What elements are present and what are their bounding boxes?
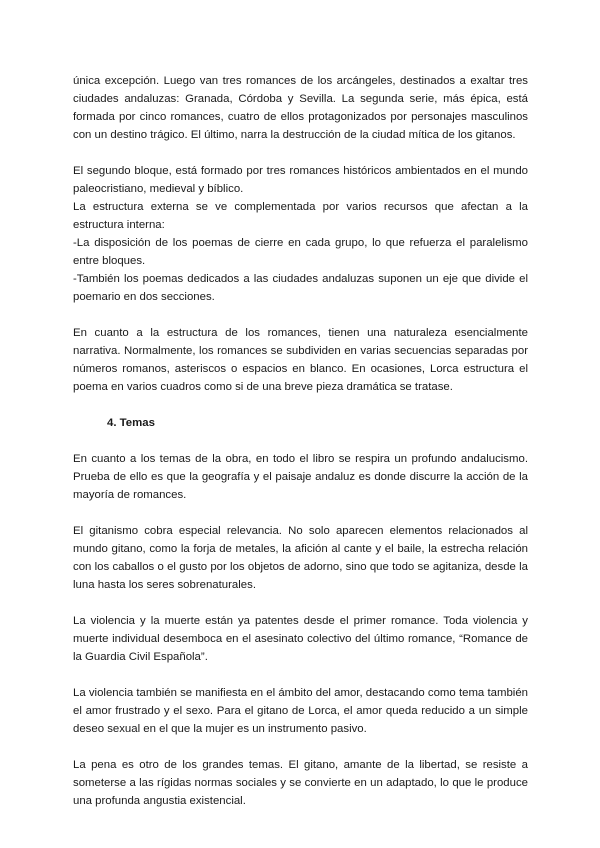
paragraph-city-poems: -También los poemas dedicados a las ciudades andaluzas suponen un eje que divide el poemario en dos secciones. xyxy=(73,273,528,303)
paragraph-pena: La pena es otro de los grandes temas. El gitano, amante de la libertad, se resiste a someterse a las rígidas normas sociales y se convierte en un adaptado, lo que le produce una profunda angustia existencial. xyxy=(73,759,528,807)
paragraph-gitanismo: El gitanismo cobra especial relevancia. No solo aparecen elementos relacionados al mundo gitano, como la forja de metales, la afición al cante y el baile, la estrecha relación con los caballos o el gusto por los objetos de adorno, sino que todo se agitaniza, desde la luna hasta los seres sobrenaturales. xyxy=(73,525,528,591)
paragraph-gap xyxy=(73,396,528,414)
paragraph-gap xyxy=(73,504,528,522)
paragraph-structure-series: única excepción. Luego van tres romances de los arcángeles, destinados a exaltar tres ciudades andaluzas: Granada, Córdoba y Sevilla. La segunda serie, más épica, está formada por cinco romances, cuatro de ellos protagonizados por personajes masculinos con un destino trágico. El último, narra la destrucción de la ciudad mítica de los gitanos. xyxy=(73,75,528,141)
section-heading-temas: 4. Temas xyxy=(107,417,155,429)
paragraph-violencia-amor: La violencia también se manifiesta en el ámbito del amor, destacando como tema también el amor frustrado y el sexo. Para el gitano de Lorca, el amor queda reducido a un simple deseo sexual en el que la mujer es un instrumento pasivo. xyxy=(73,687,528,735)
paragraph-romance-structure: En cuanto a la estructura de los romances, tienen una naturaleza esencialmente narrativa. Normalmente, los romances se subdividen en varias secuencias separadas por números romanos, asteriscos o espacios en blanco. En ocasiones, Lorca estructura el poema en varios cuadros como si de una breve pieza dramática se tratase. xyxy=(73,327,528,393)
page-body xyxy=(73,72,528,810)
paragraph-gap xyxy=(73,144,528,162)
paragraph-gap xyxy=(73,432,528,450)
paragraph-closing-poems: -La disposición de los poemas de cierre en cada grupo, lo que refuerza el paralelismo entre bloques. xyxy=(73,237,528,267)
paragraph-external-structure: La estructura externa se ve complementada por varios recursos que afectan a la estructura interna: xyxy=(73,201,528,231)
paragraph-second-block: El segundo bloque, está formado por tres romances históricos ambientados en el mundo paleocristiano, medieval y bíblico. xyxy=(73,165,528,195)
paragraph-gap xyxy=(73,666,528,684)
paragraph-gap xyxy=(73,306,528,324)
paragraph-gap xyxy=(73,738,528,756)
paragraph-andalucismo: En cuanto a los temas de la obra, en todo el libro se respira un profundo andalucismo. Prueba de ello es que la geografía y el paisaje andaluz es donde discurre la acción de la mayoría de romances. xyxy=(73,453,528,501)
paragraph-gap xyxy=(73,594,528,612)
paragraph-violencia-muerte: La violencia y la muerte están ya patentes desde el primer romance. Toda violencia y muerte individual desemboca en el asesinato colectivo del último romance, “Romance de la Guardia Civil Española”. xyxy=(73,615,528,663)
